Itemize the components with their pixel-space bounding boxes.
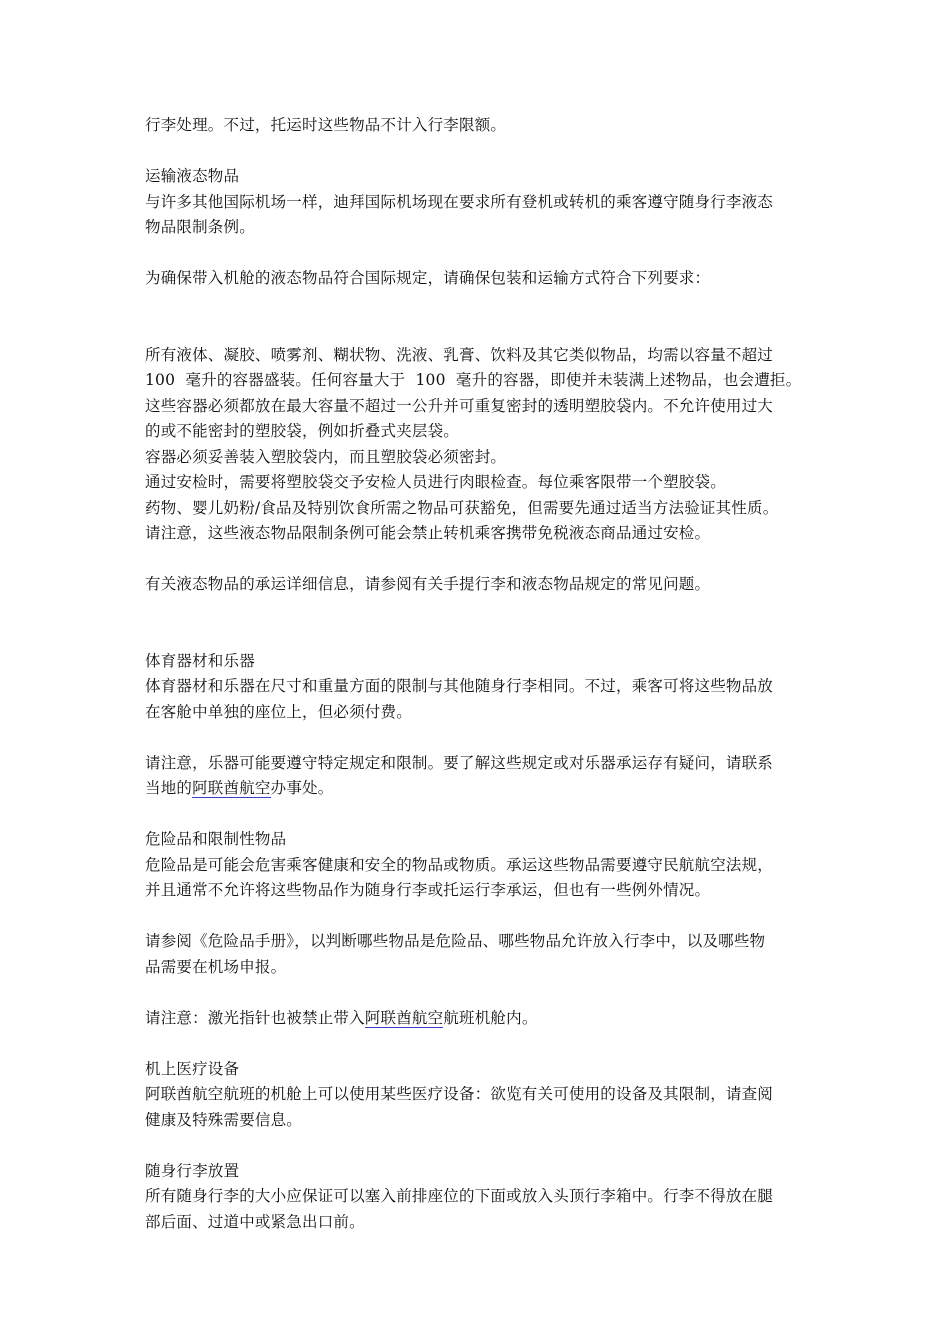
rule-item: 请注意，这些液态物品限制条例可能会禁止转机乘客携带免税液态商品通过安检。 — [145, 524, 711, 542]
paragraph-text: 品需要在机场申报。 — [145, 957, 287, 976]
emirates-link[interactable]: 阿联酋航空 — [192, 779, 271, 797]
rule-item: 通过安检时，需要将塑胶袋交予安检人员进行肉眼检查。每位乘客限带一个塑胶袋。 — [145, 473, 726, 491]
paragraph-text: 物品限制条例。 — [145, 218, 255, 236]
paragraph-text: 与许多其他国际机场一样，迪拜国际机场现在要求所有登机或转机的乘客遵守随身行李液态 — [145, 192, 774, 211]
paragraph-text: 有关液态物品的承运详细信息，请参阅有关手提行李和液态物品规定的常见问题。 — [145, 575, 711, 593]
emirates-link[interactable]: 阿联酋航空 — [364, 1008, 444, 1027]
rule-item: 所有液体、凝胶、喷雾剂、糊状物、洗液、乳膏、饮料及其它类似物品，均需以容量不超过 — [145, 345, 774, 364]
paragraph-text: 在客舱中单独的座位上，但必须付费。 — [145, 702, 412, 721]
rule-item: 的或不能密封的塑胶袋，例如折叠式夹层袋。 — [145, 422, 460, 440]
paragraph-text — [145, 1006, 810, 1032]
paragraph-text: 所有随身行李的大小应保证可以塞入前排座位的下面或放入头顶行李箱中。行李不得放在腿 — [145, 1187, 774, 1205]
rule-item: 容器必须妥善装入塑胶袋内，而且塑胶袋必须密封。 — [145, 447, 507, 466]
section-heading-sports: 体育器材和乐器 — [145, 651, 255, 670]
paragraph-text — [145, 776, 810, 802]
paragraph-text: 请参阅《危险品手册》，以判断哪些物品是危险品、哪些物品允许放入行李中，以及哪些物 — [145, 932, 766, 950]
paragraph-text: 请注意，乐器可能要遵守特定规定和限制。要了解这些规定或对乐器承运存有疑问，请联系 — [145, 753, 774, 772]
paragraph-text: 阿联酋航空航班的机舱上可以使用某些医疗设备：欲览有关可使用的设备及其限制，请查阅 — [145, 1085, 774, 1103]
section-heading-dangerous: 危险品和限制性物品 — [145, 830, 287, 848]
rule-item: 100 毫升的容器盛装。任何容量大于 100 毫升的容器，即使并未装满上述物品，也会遭拒。 — [145, 371, 802, 389]
text-span: 当地的 — [145, 779, 193, 797]
paragraph-text: 体育器材和乐器在尺寸和重量方面的限制与其他随身行李相同。不过，乘客可将这些物品放 — [145, 677, 774, 695]
paragraph-text: 并且通常不允许将这些物品作为随身行李或托运行李承运，但也有一些例外情况。 — [145, 881, 711, 899]
intro-text: 行李处理。不过，托运时这些物品不计入行李限额。 — [145, 116, 507, 134]
section-heading-medical: 机上医疗设备 — [145, 1059, 240, 1078]
text-span: 航班机舱内。 — [443, 1008, 538, 1027]
paragraph-text: 部后面、过道中或紧急出口前。 — [145, 1212, 365, 1231]
paragraph-text: 健康及特殊需要信息。 — [145, 1110, 303, 1129]
rule-item: 药物、婴儿奶粉/食品及特别饮食所需之物品可获豁免，但需要先通过适当方法验证其性质。 — [145, 498, 779, 517]
section-heading-liquids: 运输液态物品 — [145, 167, 240, 185]
text-span: 办事处。 — [270, 779, 334, 797]
rule-item: 这些容器必须都放在最大容量不超过一公升并可重复密封的透明塑胶袋内。不允许使用过大 — [145, 396, 774, 415]
text-span: 请注意：激光指针也被禁止带入 — [145, 1008, 365, 1027]
paragraph-text: 危险品是可能会危害乘客健康和安全的物品或物质。承运这些物品需要遵守民航航空法规， — [145, 855, 774, 874]
document-body — [145, 113, 810, 1235]
paragraph-text: 为确保带入机舱的液态物品符合国际规定，请确保包装和运输方式符合下列要求： — [145, 269, 711, 287]
section-heading-placement: 随身行李放置 — [145, 1161, 240, 1180]
